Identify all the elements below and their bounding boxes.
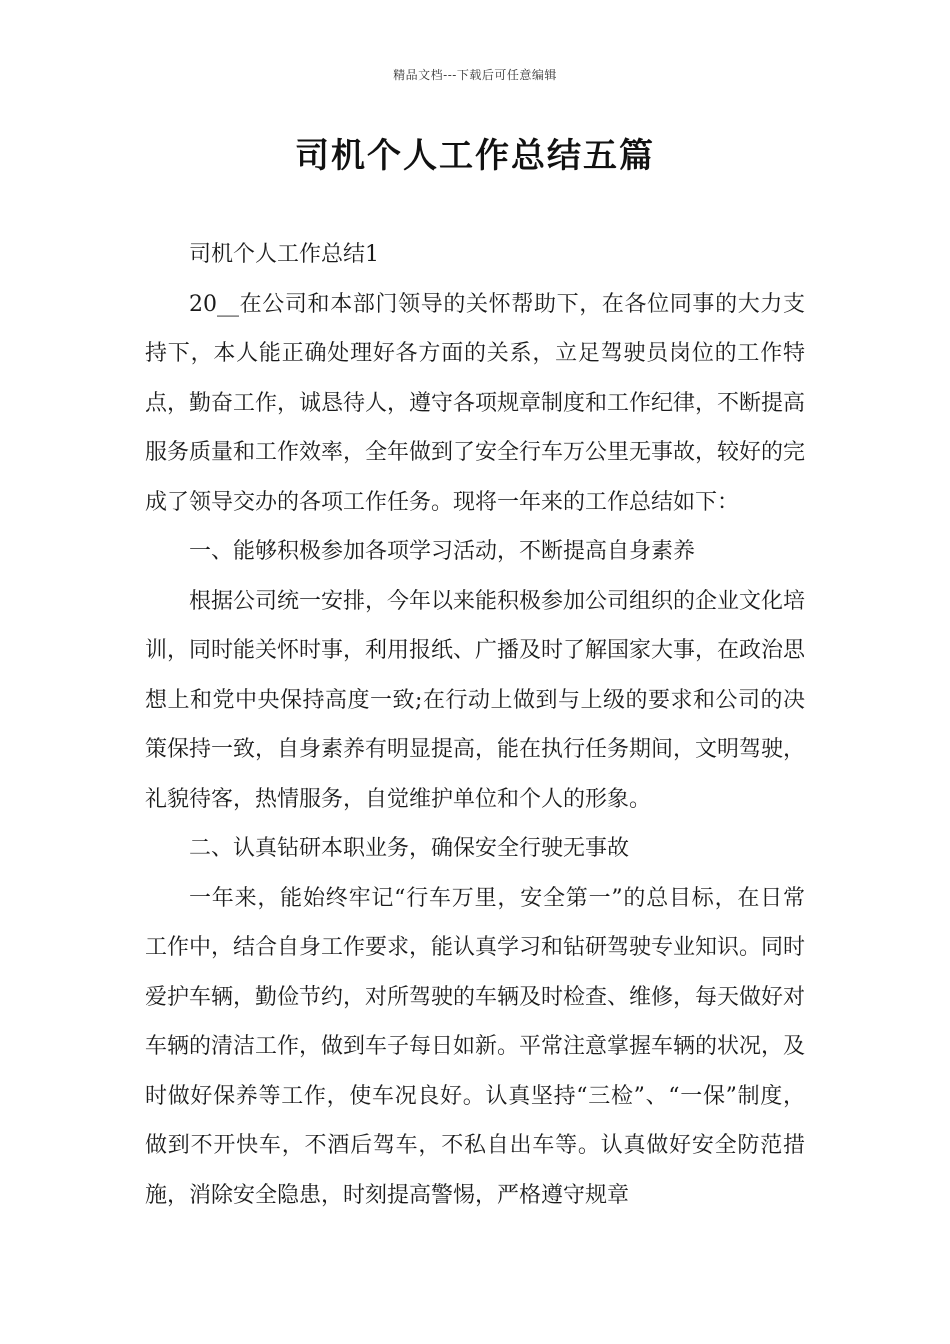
paragraph-safety: 一年来，能始终牢记“行车万里，安全第一”的总目标，在日常工作中，结合自身工作要求，能认真学习和钻研驾驶专业知识。同时爱护车辆，勤俭节约，对所驾驶的车辆及时检查、维修，每天做好对车辆的清洁工作，做到车子每日如新。平常注意掌握车辆的状况，及时做好保养等工作，使车况良好。认真坚持“三检”、“一保”制度，做到不开快车，不酒后驾车，不私自出车等。认真做好安全防范措施，消除安全隐患，时刻提高警惕，严格遵守规章 xyxy=(145,885,806,1208)
paragraph-intro: 20__在公司和本部门领导的关怀帮助下，在各位同事的大力支持下，本人能正确处理好各方面的关系，立足驾驶员岗位的工作特点，勤奋工作，诚恳待人，遵守各项规章制度和工作纪律，不断提高服务质量和工作效率，全年做到了安全行车万公里无事故，较好的完成了领导交办的各项工作任务。现将一年来的工作总结如下： xyxy=(145,291,806,515)
subheading-learning: 一、能够积极参加各项学习活动，不断提高自身素养 xyxy=(189,539,696,564)
paragraph-learning: 根据公司统一安排，今年以来能积极参加公司组织的企业文化培训，同时能关怀时事，利用报纸、广播及时了解国家大事，在政治思想上和党中央保持高度一致;在行动上做到与上级的要求和公司的决策保持一致，自身素养有明显提高，能在执行任务期间，文明驾驶，礼貌待客，热情服务，自觉维护单位和个人的形象。 xyxy=(145,588,806,812)
header-note: 精品文档---下载后可任意编辑 xyxy=(393,68,557,82)
subheading-safety: 二、认真钻研本职业务，确保安全行驶无事故 xyxy=(189,836,630,861)
document-title: 司机个人工作总结五篇 xyxy=(295,136,655,176)
section-heading-1: 司机个人工作总结1 xyxy=(189,242,379,267)
document-body xyxy=(145,230,805,1220)
